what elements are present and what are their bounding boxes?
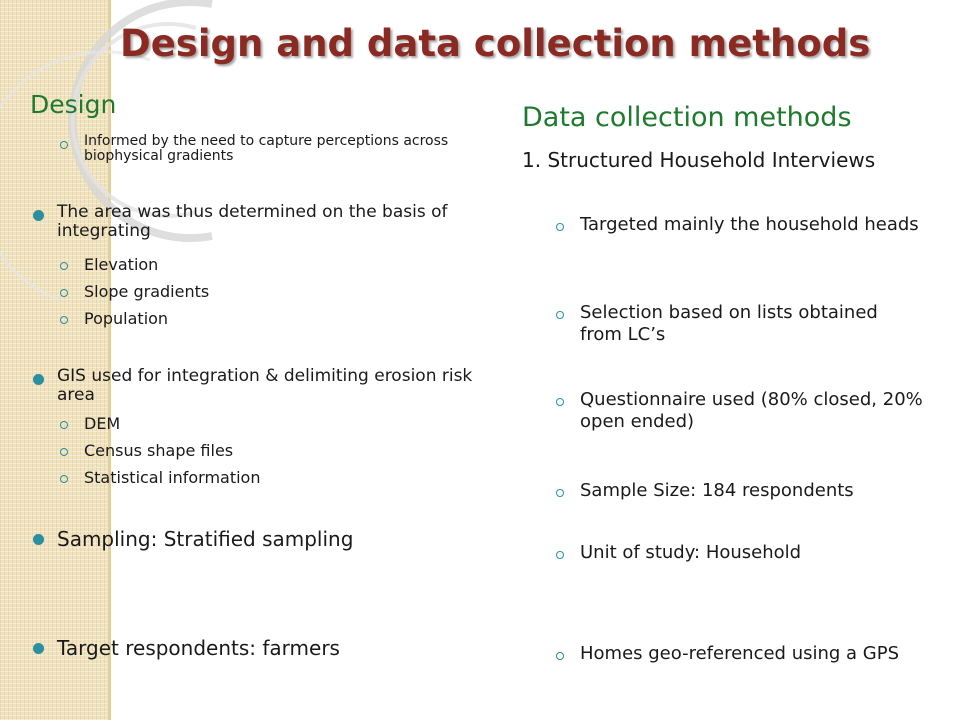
design-gis-item: Statistical information: [84, 468, 261, 487]
sub-bullet-icon: [556, 311, 564, 319]
data-collection-item: Unit of study: Household: [580, 542, 802, 563]
sub-bullet-icon: [60, 262, 68, 270]
slide-title: Design and data collection methods: [120, 22, 871, 65]
design-area-text: The area was thus determined on the basis of integrating: [57, 202, 448, 241]
sub-bullet-icon: [556, 489, 564, 497]
design-area-item: Slope gradients: [84, 282, 210, 301]
design-area-item: Elevation: [84, 255, 159, 274]
sub-bullet-icon: [60, 289, 68, 297]
sub-bullet-icon: [556, 551, 564, 559]
bullet-icon: [33, 534, 44, 545]
sub-bullet-icon: [60, 421, 68, 429]
bullet-icon: [33, 210, 44, 221]
design-target-text: Target respondents: farmers: [57, 636, 340, 660]
data-collection-heading: Data collection methods: [522, 102, 852, 133]
design-gis-item: DEM: [84, 414, 121, 433]
data-collection-item: Questionnaire used (80% closed, 20% open ended): [580, 389, 923, 432]
bullet-icon: [33, 374, 44, 385]
sub-bullet-icon: [60, 141, 68, 149]
sub-bullet-icon: [60, 475, 68, 483]
design-area-item: Population: [84, 309, 169, 328]
data-collection-item: Homes geo-referenced using a GPS: [580, 643, 900, 664]
design-heading: Design: [30, 90, 117, 119]
sub-bullet-icon: [556, 652, 564, 660]
design-gis-text: GIS used for integration & delimiting erosion risk area: [57, 366, 473, 405]
data-collection-method: 1. Structured Household Interviews: [522, 148, 876, 172]
data-collection-item: Sample Size: 184 respondents: [580, 480, 854, 501]
design-sampling-text: Sampling: Stratified sampling: [57, 527, 354, 551]
data-collection-item: Selection based on lists obtained from LC’s: [580, 302, 878, 345]
sub-bullet-icon: [556, 398, 564, 406]
design-gis-item: Census shape files: [84, 441, 234, 460]
sub-bullet-icon: [60, 448, 68, 456]
sub-bullet-icon: [556, 223, 564, 231]
sub-bullet-icon: [60, 316, 68, 324]
data-collection-item: Targeted mainly the household heads: [580, 214, 919, 235]
design-intro-text: Informed by the need to capture perceptions across biophysical gradients: [84, 133, 449, 164]
bullet-icon: [33, 643, 44, 654]
